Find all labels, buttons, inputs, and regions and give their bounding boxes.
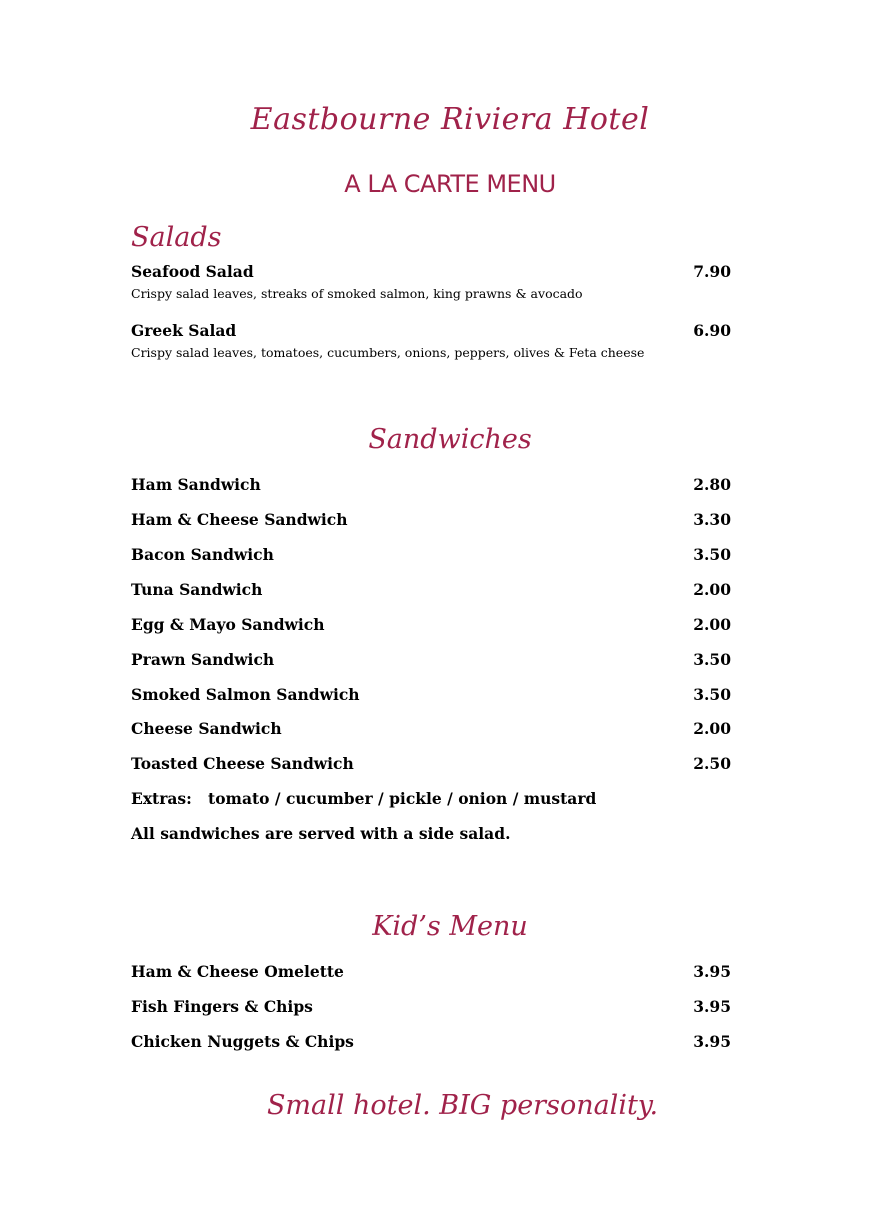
item-price: 2.50 [693,754,731,773]
item-description: Crispy salad leaves, tomatoes, cucumbers, onions, peppers, olives & Feta cheese [131,345,645,360]
menu-item-bacon-sandwich [131,545,731,567]
item-name: Greek Salad [131,321,237,340]
item-price: 6.90 [693,321,731,340]
item-price: 3.50 [693,545,731,564]
menu-item-fish-fingers-chips [131,997,731,1019]
menu-item-tuna-sandwich [131,580,731,602]
menu-item-ham-sandwich [131,475,731,497]
sandwich-note: All sandwiches are served with a side salad. [131,824,511,843]
item-name: Cheese Sandwich [131,719,282,738]
menu-item-ham-cheese-sandwich [131,510,731,532]
menu-item-cheese-sandwich [131,719,731,741]
item-name: Toasted Cheese Sandwich [131,754,354,773]
footer-tagline: Small hotel. BIG personality. [266,1090,659,1121]
item-price: 2.00 [693,719,731,738]
item-name: Prawn Sandwich [131,650,275,669]
item-price: 2.00 [693,580,731,599]
item-price: 2.80 [693,475,731,494]
menu-item-chicken-nuggets-chips [131,1032,731,1054]
item-name: Tuna Sandwich [131,580,263,599]
item-description: Crispy salad leaves, streaks of smoked salmon, king prawns & avocado [131,286,583,301]
salads-heading: Salads [131,222,222,253]
sandwich-extras: Extras: tomato / cucumber / pickle / onion / mustard [131,789,597,808]
menu-item-greek-salad [131,321,731,343]
sandwiches-heading: Sandwiches [368,424,532,455]
item-name: Bacon Sandwich [131,545,274,564]
menu-title: A LA CARTE MENU [344,170,556,198]
item-name: Ham & Cheese Omelette [131,962,344,981]
item-price: 2.00 [693,615,731,634]
hotel-name: Eastbourne Riviera Hotel [250,102,650,137]
menu-item-ham-cheese-omelette [131,962,731,984]
item-name: Fish Fingers & Chips [131,997,313,1016]
menu-item-toasted-cheese-sandwich [131,754,731,776]
item-price: 7.90 [693,262,731,281]
kids-menu-heading: Kid’s Menu [372,911,528,942]
item-name: Ham & Cheese Sandwich [131,510,348,529]
menu-item-smoked-salmon-sandwich [131,685,731,707]
item-name: Ham Sandwich [131,475,261,494]
menu-item-seafood-salad [131,262,731,284]
item-price: 3.95 [693,962,731,981]
item-price: 3.50 [693,650,731,669]
item-price: 3.95 [693,1032,731,1051]
item-name: Seafood Salad [131,262,254,281]
item-price: 3.50 [693,685,731,704]
item-name: Egg & Mayo Sandwich [131,615,325,634]
item-name: Smoked Salmon Sandwich [131,685,360,704]
item-price: 3.95 [693,997,731,1016]
menu-item-egg-mayo-sandwich [131,615,731,637]
menu-item-prawn-sandwich [131,650,731,672]
item-price: 3.30 [693,510,731,529]
item-name: Chicken Nuggets & Chips [131,1032,354,1051]
